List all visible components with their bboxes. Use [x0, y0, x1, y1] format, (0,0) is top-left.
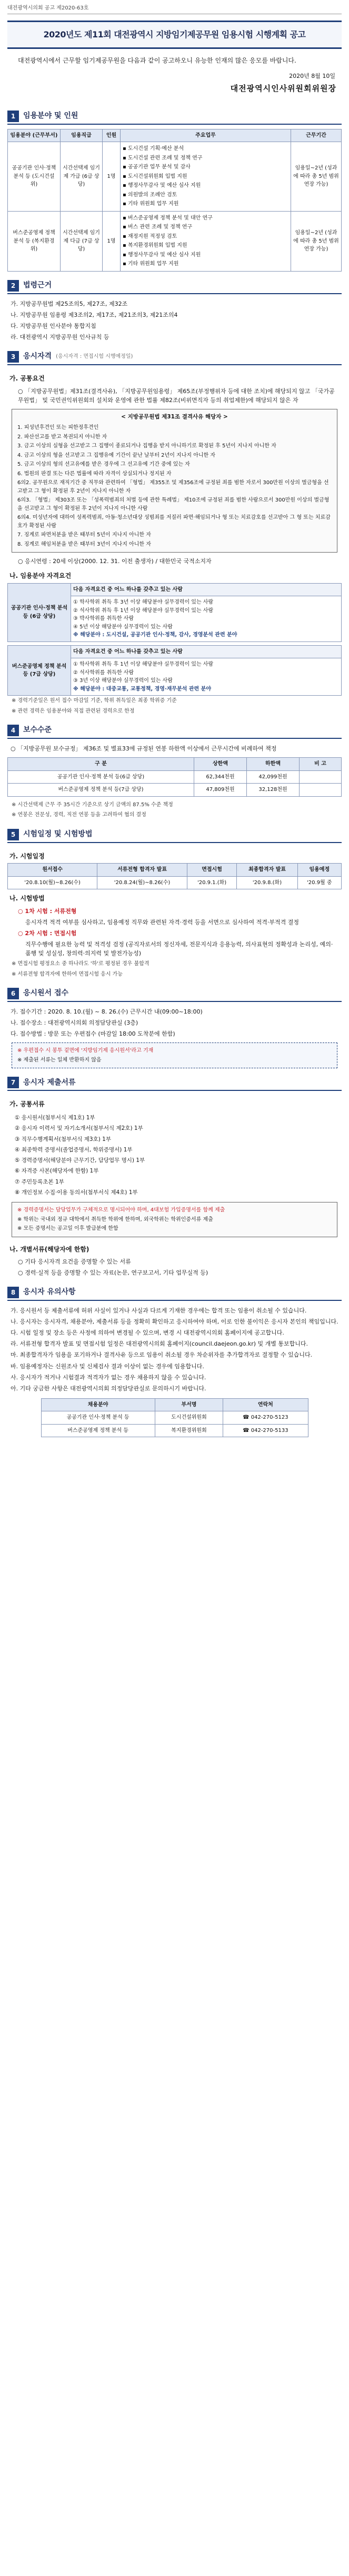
schedule-cell: '20.8.24(월)~8.26(수) — [97, 876, 187, 889]
contact-cell: 버스준공영제 정책 분석 등 — [41, 1424, 155, 1437]
count-cell: 1명 — [103, 211, 121, 271]
table-row — [41, 1424, 308, 1437]
section-caution — [7, 1287, 342, 1301]
list-item: ⑧ 개인정보 수집·이용 동의서(첨부서식 제4호) 1부 — [15, 1189, 138, 1196]
note: ※ 연봉은 전문성, 경력, 직전 연봉 등을 고려하여 협의 결정 — [12, 812, 146, 818]
intro-text: 대전광역시에서 근무할 임기제공무원을 다음과 같이 공고하오니 유능한 인재의 많은 응모를 바랍니다. — [18, 57, 296, 65]
col-header: 하한액 — [247, 758, 300, 771]
pay-cell: 32,128천원 — [247, 784, 300, 797]
schedule-cell: '20.8.10(월)~8.26(수) — [8, 876, 97, 889]
list-item: ▪ 기타 위원회 업무 지원 — [123, 201, 179, 207]
list-item: ① 응시원서(첨부서식 제1호) 1부 — [15, 1114, 95, 1121]
section-number: 8 — [7, 1287, 19, 1298]
col-header: 임용예정 — [297, 864, 341, 877]
pay-intro: ○ 「지방공무원 보수규정」 제36조 및 별표33에 규정된 연봉 하한액 이상에서 근무시간에 비례하여 책정 — [11, 745, 277, 753]
note: ※ 제출된 서류는 일체 반환하지 않음 — [17, 1057, 102, 1063]
grade-cell: 시간선택제 임기제 가급 (6급 상당) — [61, 142, 103, 212]
pay-cell — [300, 770, 342, 784]
list-item: ⑤ 경력증명서(해당분야 근무기간, 담당업무 명시) 1부 — [15, 1157, 145, 1164]
list-item: 6의4. 미성년자에 대하여 성폭력범죄, 아동·청소년대상 성범죄를 저질러 파면·해임되거나 형 또는 치료감호를 선고받아 그 형 또는 치료감호가 확정된 사람 — [17, 515, 331, 529]
section-number: 4 — [7, 725, 19, 736]
list-item: ○ 경력·실적 등을 증명할 수 있는 자료(논문, 연구보고서, 기타 업무실적 등) — [18, 1269, 208, 1277]
field-cell: 버스준공영제 정책 분석 등 (7급 상당) — [8, 645, 71, 696]
contact-cell: 공공기관 인사·정책 분석 등 — [41, 1411, 155, 1425]
list-item: ② 석사학위 취득 후 1년 이상 해당분야 실무경력이 있는 사람 — [73, 607, 214, 614]
period-cell: 임용일~2년 (성과에 따라 총 5년 범위 연장 가능) — [291, 142, 342, 212]
recruit-table — [7, 129, 342, 272]
schedule-cell: '20.9.8.(화) — [237, 876, 297, 889]
note: ※ 경력증명서는 담당업무가 구체적으로 명시되어야 하며, 4대보험 가입증명서를 함께 제출 — [17, 1207, 225, 1214]
list-item: ▪ 도시건설 기획·예산 분석 — [123, 146, 184, 152]
method-title: ○ 2차 시험 : 면접시험 — [18, 930, 77, 937]
col-header: 비 고 — [300, 758, 342, 771]
list-item: ③ 박사학위를 취득한 사람 — [73, 616, 134, 622]
table-row — [8, 876, 342, 889]
col-header: 서류전형 합격자 발표 — [97, 864, 187, 877]
list-item: ② 석사학위를 취득한 사람 — [73, 669, 134, 676]
note: ※ 면접시험 평정요소 중 하나라도 '하'로 평정된 경우 불합격 — [12, 961, 149, 967]
col-header: 원서접수 — [8, 864, 97, 877]
list-item: ③ 직무수행계획서(첨부서식 제3호) 1부 — [15, 1136, 111, 1142]
pay-cell: 버스준공영제 정책 분석 등(7급 상당) — [8, 784, 194, 797]
eligibility-table — [7, 645, 342, 696]
legal-item: 나. 지방공무원 임용령 제3조의2, 제17조, 제21조의3, 제21조의4 — [11, 312, 178, 319]
list-item: ④ 최종학력 증명서(졸업증명서, 학위증명서) 1부 — [15, 1146, 133, 1153]
list-item: ⑦ 주민등록초본 1부 — [15, 1178, 64, 1185]
legal-item: 라. 대전광역시 지방공무원 인사규칙 등 — [11, 334, 109, 341]
count-cell: 1명 — [103, 142, 121, 212]
contact-cell: 도시건설위원회 — [155, 1411, 223, 1425]
section-schedule — [7, 829, 342, 843]
note: ※ 모든 증명서는 공고일 이후 발급분에 한함 — [17, 1226, 118, 1232]
list-item: 6. 법원의 판결 또는 다른 법률에 따라 자격이 상실되거나 정지된 자 — [17, 470, 172, 477]
duty-cell — [121, 142, 291, 212]
apply-item: 가. 접수기간 : 2020. 8. 10.(월) ~ 8. 26.(수) 근무시간 내(09:00~18:00) — [11, 1008, 203, 1016]
section-title: 시험일정 및 시험방법 — [23, 829, 93, 838]
list-item: ▪ 도시건설 관련 조례 및 정책 연구 — [123, 155, 203, 161]
sub-heading: 나. 개별서류(해당자에 한함) — [9, 1245, 89, 1253]
section-number: 5 — [7, 829, 19, 840]
col-header: 상한액 — [194, 758, 247, 771]
section-title: 응시자 유의사항 — [23, 1288, 76, 1297]
section-pay — [7, 725, 342, 739]
pay-cell: 공공기관 인사·정책 분석 등(6급 상당) — [8, 770, 194, 784]
section-subtitle: (응시자격 : 면접시험 시행예정일) — [56, 354, 133, 360]
list-item: ① 학사학위 취득 후 1년 이상 해당분야 실무경력이 있는 사람 — [73, 661, 214, 668]
list-item: ▪ 복지환경위원회 입법 지원 — [123, 243, 187, 249]
list-item: ▪ 공공기관 업무 분석 및 감사 — [123, 164, 191, 171]
contact-cell: ☎ 042-270-5123 — [223, 1411, 308, 1425]
list-item: ④ 5년 이상 해당분야 실무경력이 있는 사람 — [73, 624, 173, 630]
col-header: 주요업무 — [121, 129, 291, 142]
list-item: 6의2. 공무원으로 재직기간 중 직무와 관련하여 「형법」 제355조 및 제356조에 규정된 죄를 범한 자로서 300만원 이상의 벌금형을 선고받고 그 형이 확정된 후 2년이 지나지 아니한 자 — [17, 480, 329, 494]
list-item: ※ 해당분야 : 도시건설, 공공기관 인사·정책, 감사, 경영분석 관련 분야 — [73, 632, 237, 638]
sub-heading: 나. 임용분야 자격요건 — [9, 572, 72, 580]
caution-item: 라. 서류전형 합격자 발표 및 면접시험 일정은 대전광역시의회 홈페이지(council.daejeon.go.kr) 및 개별 통보합니다. — [11, 1340, 308, 1348]
note: ※ 관련 경력은 임용분야와 직접 관련된 경력으로 한정 — [12, 708, 135, 714]
note: ※ 시간선택제 근무 주 35시간 기준으로 상기 금액의 87.5% 수준 책정 — [12, 801, 173, 808]
col-header: 인원 — [103, 129, 121, 142]
section-documents — [7, 1077, 342, 1091]
apply-item: 다. 접수방법 : 방문 또는 우편접수 (마감일 18:00 도착분에 한함) — [11, 1030, 175, 1038]
col-header: 최종합격자 발표 — [237, 864, 297, 877]
document-notes-box — [12, 1202, 337, 1237]
table-row — [8, 142, 342, 212]
list-item: ▪ 의원발의 조례안 검토 — [123, 192, 177, 198]
elig-items — [71, 596, 342, 642]
method-desc: 직무수행에 필요한 능력 및 적격성 검정 (공직자로서의 정신자세, 전문지식과 응용능력, 의사표현의 정확성과 논리성, 예의·품행 및 성실성, 창의력·의지력 및 발전가능성) — [25, 941, 333, 957]
apply-notes-box — [12, 1043, 337, 1068]
col-header: 구 분 — [8, 758, 194, 771]
section-title: 법령근거 — [23, 281, 52, 290]
list-item: 6의3. 「형법」 제303조 또는 「성폭력범죄의 처벌 등에 관한 특례법」 제10조에 규정된 죄를 범한 사람으로서 300만원 이상의 벌금형을 선고받고 그 형이 확정된 후 2년이 지나지 아니한 사람 — [17, 497, 330, 512]
caution-item: 바. 임용예정자는 신원조사 및 신체검사 결과 이상이 없는 경우에 임용합니다. — [11, 1362, 204, 1370]
sub-heading: 가. 시험일정 — [9, 852, 45, 860]
table-row — [8, 645, 342, 658]
section-title: 보수수준 — [23, 726, 52, 735]
note: ※ 우편접수 시 봉투 겉면에 '지방임기제 응시원서'라고 기재 — [17, 1048, 154, 1054]
legal-item: 가. 지방공무원법 제25조의5, 제27조, 제32조 — [11, 300, 128, 307]
col-header: 임용분야 (근무부서) — [8, 129, 61, 142]
section-qualification — [7, 351, 342, 365]
notice-number: 대전광역시의회 공고 제2020-63호 — [7, 0, 342, 14]
list-item: 3. 금고 이상의 실형을 선고받고 그 집행이 종료되거나 집행을 받지 아니하기로 확정된 후 5년이 지나지 아니한 자 — [17, 443, 276, 449]
age-requirement: ○ 응시연령 : 20세 이상(2000. 12. 31. 이전 출생자) / 대한민국 국적소지자 — [18, 558, 212, 565]
contact-table — [41, 1398, 308, 1438]
pay-cell: 42,099천원 — [247, 770, 300, 784]
col-header: 부서명 — [155, 1398, 223, 1411]
list-item: 4. 금고 이상의 형을 선고받고 그 집행유예 기간이 끝난 날부터 2년이 지나지 아니한 자 — [17, 452, 216, 458]
section-number: 7 — [7, 1077, 19, 1088]
caution-item: 나. 응시자는 응시자격, 채용분야, 제출서류 등을 정확히 확인하고 응시하여야 하며, 이로 인한 불이익은 응시자 본인의 책임입니다. — [11, 1318, 338, 1326]
pay-table — [7, 757, 342, 797]
schedule-cell: '20.9.1.(화) — [187, 876, 237, 889]
list-item: 5. 금고 이상의 형의 선고유예를 받은 경우에 그 선고유예 기간 중에 있는 자 — [17, 462, 190, 468]
col-header: 임용직급 — [61, 129, 103, 142]
section-legal — [7, 280, 342, 294]
col-header: 면접시험 — [187, 864, 237, 877]
schedule-table — [7, 863, 342, 889]
field-cell: 버스준공영제 정책 분석 등 (복지환경위) — [8, 211, 61, 271]
contact-cell: 복지환경위원회 — [155, 1424, 223, 1437]
field-cell: 공공기관 인사·정책 분석 등 (6급 상당) — [8, 583, 71, 642]
list-item: ▪ 기타 위원회 업무 지원 — [123, 261, 179, 267]
list-item: 8. 징계로 해임처분을 받은 때부터 3년이 지나지 아니한 자 — [17, 541, 151, 547]
method-desc: 응시자격 적격 여부를 심사하고, 임용예정 직무와 관련된 자격·경력 등을 서면으로 심사하여 적격·부적격 결정 — [25, 919, 299, 926]
table-row — [8, 770, 342, 784]
list-item: ※ 해당분야 : 대중교통, 교통정책, 경영·재무분석 관련 분야 — [73, 686, 212, 692]
note: ※ 서류전형 합격자에 한하여 면접시험 응시 가능 — [12, 971, 123, 977]
eligibility-table — [7, 583, 342, 642]
caution-item: 다. 시험 일정 및 장소 등은 사정에 의하여 변경될 수 있으며, 변경 시 대전광역시의회 홈페이지에 공고합니다. — [11, 1329, 284, 1337]
caution-item: 아. 기타 궁금한 사항은 대전광역시의회 의정담당관실로 문의하시기 바랍니다. — [11, 1385, 206, 1392]
list-item: ○ 기타 응시자격 요건을 증명할 수 있는 서류 — [18, 1258, 131, 1266]
grade-cell: 시간선택제 임기제 다급 (7급 상당) — [61, 211, 103, 271]
contact-cell: ☎ 042-270-5133 — [223, 1424, 308, 1437]
issuing-org: 대전광역시인사위원회위원장 — [230, 83, 336, 93]
caution-item: 마. 최종합격자가 임용을 포기하거나 결격사유 등으로 임용이 취소될 경우 차순위자를 추가합격자로 결정할 수 있습니다. — [11, 1351, 313, 1359]
list-item: ▪ 재정지원 적정성 검토 — [123, 233, 177, 239]
pay-cell: 62,344천원 — [194, 770, 247, 784]
list-item: ▪ 도시건설위원회 입법 지원 — [123, 173, 187, 179]
col-header: 채용분야 — [41, 1398, 155, 1411]
document-list — [7, 1111, 342, 1199]
section-number: 3 — [7, 351, 19, 363]
notice-date: 2020년 8월 10일 — [289, 72, 335, 79]
list-item: ▪ 버스준공영제 정책 분석 및 대안 연구 — [123, 215, 213, 221]
list-item: 1. 피성년후견인 또는 피한정후견인 — [17, 425, 99, 431]
table-row — [8, 211, 342, 271]
section-number: 6 — [7, 988, 19, 999]
caution-item: 가. 응시원서 등 제출서류에 허위 사실이 있거나 사실과 다르게 기재한 경우에는 합격 또는 임용이 취소될 수 있습니다. — [11, 1307, 307, 1315]
box-title: < 지방공무원법 제31조 결격사유 해당자 > — [121, 413, 228, 420]
apply-item: 나. 접수장소 : 대전광역시의회 의정담당관실 (3층) — [11, 1019, 138, 1027]
section-title: 응시자 제출서류 — [23, 1078, 76, 1087]
table-row — [8, 784, 342, 797]
qual-text: ○ 「지방공무원법」제31조(결격사유), 「지방공무원임용령」 제65조(부정행위자 등에 대한 조치)에 해당되지 않고 「국가공무원법」 및 국민권익위원회의 설치와 운영에 관한 법률 제82조(비위면직자 등의 취업제한)에 해당되지 않은 자 — [18, 387, 335, 404]
note: ※ 학위는 국내외 정규 대학에서 취득한 학위에 한하며, 외국학위는 학위인증서류 제출 — [17, 1216, 213, 1222]
page-title: 2020년도 제11회 대전광역시 지방임기제공무원 임용시험 시행계획 공고 — [7, 21, 342, 49]
list-item: 7. 징계로 파면처분을 받은 때부터 5년이 지나지 아니한 자 — [17, 532, 151, 538]
list-item: ⑥ 자격증 사본(해당자에 한함) 1부 — [15, 1168, 99, 1175]
section-number: 1 — [7, 111, 19, 122]
table-row — [8, 583, 342, 596]
pay-cell — [300, 784, 342, 797]
period-cell: 임용일~2년 (성과에 따라 총 5년 범위 연장 가능) — [291, 211, 342, 271]
col-header: 근무기간 — [291, 129, 342, 142]
section-number: 2 — [7, 280, 19, 292]
list-item: ① 학사학위 취득 후 3년 이상 해당분야 실무경력이 있는 사람 — [73, 599, 214, 606]
section-title: 임용분야 및 인원 — [23, 112, 78, 121]
list-item: ▪ 행정사무감사 및 예산 심사 지원 — [123, 183, 201, 189]
schedule-cell: '20.9월 중 — [297, 876, 341, 889]
method-title: ○ 1차 시험 : 서류전형 — [18, 908, 77, 915]
elig-header: 다음 자격요건 중 어느 하나를 갖추고 있는 사람 — [71, 583, 342, 596]
sub-heading: 나. 시험방법 — [9, 895, 45, 903]
list-item: ▪ 버스 관련 조례 및 정책 연구 — [123, 224, 193, 230]
disqualification-box — [12, 409, 337, 553]
duty-cell — [121, 211, 291, 271]
sub-heading: 가. 공통서류 — [9, 1100, 45, 1108]
list-item: ③ 3년 이상 해당분야 실무경력이 있는 사람 — [73, 678, 173, 684]
legal-item: 다. 지방공무원 인사분야 통합지침 — [11, 323, 96, 330]
list-item: ② 응시자 이력서 및 자기소개서(첨부서식 제2호) 1부 — [15, 1125, 143, 1132]
section-title: 응시자격 — [23, 352, 52, 361]
list-item: ▪ 행정사무감사 및 예산 심사 지원 — [123, 252, 201, 258]
elig-header: 다음 자격요건 중 어느 하나를 갖추고 있는 사람 — [71, 645, 342, 658]
section-recruit — [7, 111, 342, 125]
elig-items — [71, 658, 342, 696]
note: ※ 경력기준일은 원서 접수 마감일 기준, 학위 취득일은 최종 학위증 기준 — [12, 698, 177, 704]
pay-cell: 47,809천원 — [194, 784, 247, 797]
section-title: 응시원서 접수 — [23, 989, 69, 998]
section-apply — [7, 988, 342, 1002]
table-row — [41, 1411, 308, 1425]
caution-item: 사. 응시자가 적거나 시험결과 적격자가 없는 경우 채용하지 않을 수 있습니다. — [11, 1374, 206, 1381]
list-item: 2. 파산선고를 받고 복권되지 아니한 자 — [17, 434, 107, 440]
col-header: 연락처 — [223, 1398, 308, 1411]
sub-heading: 가. 공통요건 — [9, 375, 45, 383]
field-cell: 공공기관 인사·정책 분석 등 (도시건설위) — [8, 142, 61, 212]
